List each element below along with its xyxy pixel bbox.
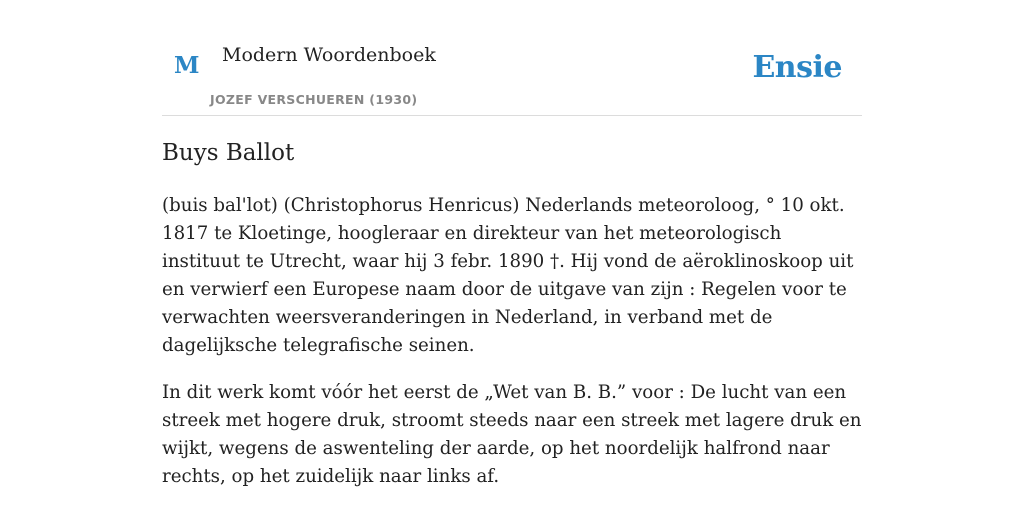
source-author: JOZEF VERSCHUEREN (1930) — [210, 92, 418, 107]
entry-paragraph: In dit werk komt vóór het eerst de „Wet van B. B.” voor : De lucht van een streek met hogere druk, stroomt steeds naar een streek met lagere druk en wijkt, wegens de aswenteling der aarde, op het noordelijk halfrond naar rechts, op het zuidelijk naar links af. — [162, 382, 862, 487]
source-title[interactable]: Modern Woordenboek — [222, 44, 436, 66]
source-logo-icon[interactable]: M — [174, 52, 200, 79]
entry-body — [162, 192, 862, 510]
entry-card — [162, 0, 862, 487]
entry-title: Buys Ballot — [162, 140, 295, 166]
brand-logo[interactable]: Ensie — [752, 50, 842, 85]
source-header — [162, 0, 862, 116]
entry-paragraph: (buis bal'lot) (Christophorus Henricus) Nederlands meteoroloog, ° 10 okt. 1817 te Kloetinge, hoogleraar en direkteur van het meteorologisch instituut te Utrecht, waar hij 3 febr. 1890 †. Hij vond de aëroklinoskoop uit en verwierf een Europese naam door de uitgave van zijn : Regelen voor te verwachten weersveranderingen in Nederland, in verband met de dagelijksche telegrafische seinen. — [162, 195, 854, 356]
